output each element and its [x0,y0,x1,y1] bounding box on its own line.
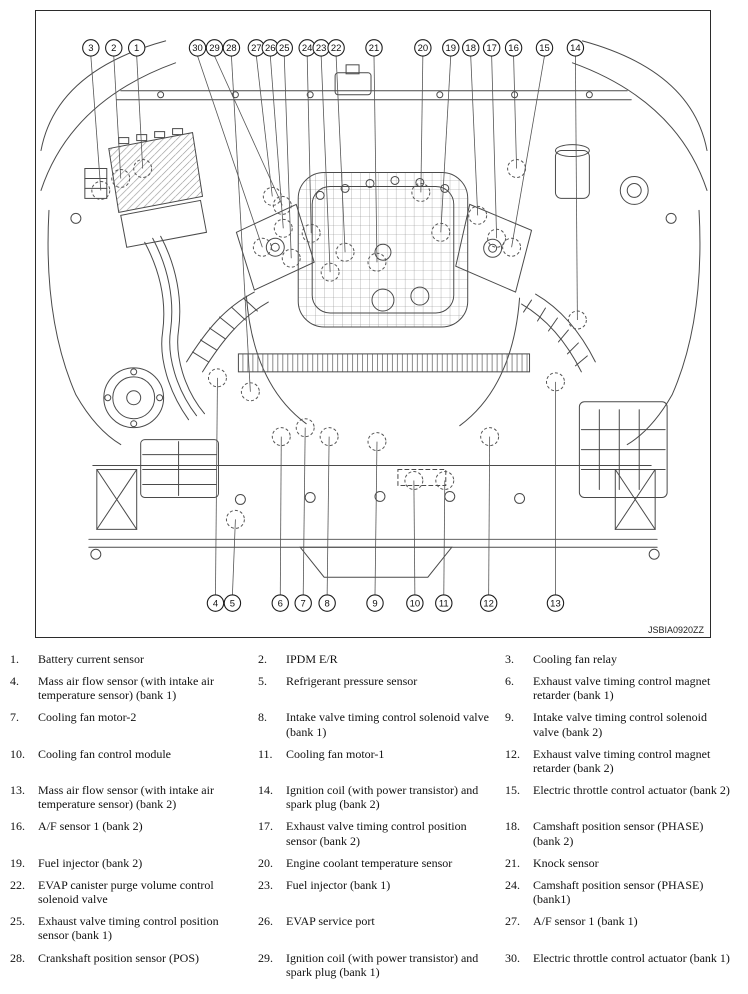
legend-item [505,710,742,738]
callout-9 [367,433,386,612]
legend-item [258,747,505,761]
legend-item [10,819,258,833]
callout-number-17: 17 [486,43,497,55]
legend-item-text: Camshaft position sensor (PHASE) (bank 2) [533,819,704,848]
legend-item-number: 7. [10,710,19,725]
legend-item [258,856,505,870]
callout-number-26: 26 [265,43,276,55]
callout-number-3: 3 [88,43,94,55]
legend-item-text: A/F sensor 1 (bank 1) [533,914,638,929]
legend-item [505,652,742,666]
legend-item-text: Cooling fan motor-2 [38,710,137,725]
legend-item-text: Ignition coil (with power transistor) and spark plug (bank 1) [286,950,479,979]
legend-item [505,819,742,847]
legend-item-number: 9. [505,710,514,725]
legend-item [10,951,258,965]
legend-item-text: Cooling fan relay [533,652,617,666]
legend-item-number: 29. [258,950,273,965]
legend-item-number: 28. [10,950,25,965]
legend-item [258,914,505,928]
engine-line-art [41,41,707,577]
callout-12 [480,428,498,612]
legend-item-number: 25. [10,914,25,929]
legend-item-text: Exhaust valve timing control magnet retarder (bank 2) [533,746,711,775]
legend-item-text: Crankshaft position sensor (POS) [38,950,199,965]
callout-number-10: 10 [409,598,421,610]
legend-item-number: 23. [258,877,273,892]
legend-item-number: 27. [505,914,520,929]
legend-item [505,674,742,702]
legend-item-number: 6. [505,674,514,689]
legend-item-text: Engine coolant temperature sensor [286,855,453,870]
callout-number-16: 16 [508,43,519,55]
legend-item-number: 21. [505,855,520,870]
legend-item [10,710,258,724]
legend-item-text: Intake valve timing control solenoid valve (bank 1) [286,710,489,739]
legend-item-number: 13. [10,783,25,798]
callout-number-30: 30 [192,43,203,55]
callout-6 [272,428,290,612]
legend-item-text: Electric throttle control actuator (bank 1) [533,950,730,965]
legend-item-text: Mass air flow sensor (with intake air temperature sensor) (bank 2) [38,783,214,812]
callout-11 [436,472,454,612]
legend-item-number: 8. [258,710,267,725]
callout-13 [546,373,564,611]
legend-item-text: Exhaust valve timing control position sensor (bank 1) [38,914,219,943]
callout-25 [276,40,300,267]
legend-item [10,914,258,942]
callout-number-12: 12 [483,598,494,610]
legend-item-number: 11. [258,746,273,761]
callout-14 [567,40,586,329]
callout-number-28: 28 [226,43,237,55]
legend-item [258,674,505,688]
legend-item-text: Cooling fan control module [38,746,171,761]
callout-number-22: 22 [330,43,342,55]
callout-7 [295,419,314,612]
legend-item-number: 5. [258,674,267,689]
callout-number-2: 2 [111,43,117,55]
legend-item-number: 19. [10,855,25,870]
callout-number-23: 23 [315,43,327,55]
callout-number-4: 4 [212,598,219,610]
legend-item-text: Fuel injector (bank 1) [286,877,391,892]
legend-item-text: EVAP service port [286,914,375,929]
legend-item-text: IPDM E/R [286,652,338,666]
legend-item [505,914,742,928]
legend-item-number: 14. [258,783,273,798]
callout-15 [503,40,553,257]
callout-number-27: 27 [251,43,262,55]
callout-26 [262,40,292,238]
callout-number-11: 11 [438,598,449,610]
legend-item-number: 10. [10,746,25,761]
callout-28 [223,40,259,401]
legend-item-number: 30. [505,950,520,965]
callout-3 [83,40,110,200]
callout-number-18: 18 [465,43,476,55]
legend-item-number: 18. [505,819,520,834]
callout-16 [505,40,525,178]
legend-item-text: A/F sensor 1 (bank 2) [38,819,143,834]
legend-item-text: Camshaft position sensor (PHASE) (bank1) [533,877,704,907]
callout-number-9: 9 [372,598,378,610]
callout-4 [207,369,226,611]
callout-number-19: 19 [445,43,457,55]
legend-item [258,783,505,811]
legend-item-text: Electric throttle control actuator (bank 2) [533,783,730,798]
legend-item-number: 1. [10,652,19,666]
legend-item [258,710,505,738]
legend-item-number: 16. [10,819,25,834]
legend-item [505,951,742,965]
legend-item-number: 26. [258,914,273,929]
legend-item-text: Intake valve timing control solenoid valve (bank 2) [533,710,707,739]
legend-item [10,674,258,702]
legend-item [10,878,258,906]
callout-number-5: 5 [229,598,236,610]
legend [10,652,742,979]
legend-item-text: Cooling fan motor-1 [286,746,385,761]
legend-item [258,951,505,979]
legend-item-text: Exhaust valve timing control magnet retarder (bank 1) [533,674,711,703]
engine-illustration [36,11,710,637]
legend-item [258,878,505,892]
legend-item [505,783,742,797]
callout-8 [319,428,338,612]
legend-item [10,652,258,666]
legend-item-number: 3. [505,652,514,666]
engine-compartment-diagram [35,10,711,638]
callout-number-29: 29 [209,43,220,55]
callout-number-24: 24 [301,43,313,55]
legend-item-number: 2. [258,652,267,666]
legend-item-number: 4. [10,674,19,689]
legend-item [505,747,742,775]
legend-item-number: 20. [258,855,273,870]
legend-item [258,819,505,847]
legend-item-number: 12. [505,746,520,761]
legend-item [258,652,505,666]
legend-item-text: Knock sensor [533,855,599,870]
callout-number-15: 15 [539,43,550,55]
callout-number-25: 25 [278,43,290,55]
callout-number-20: 20 [417,43,429,55]
legend-item-number: 22. [10,877,25,892]
legend-item-text: Ignition coil (with power transistor) and spark plug (bank 2) [286,783,479,812]
legend-item-number: 17. [258,819,273,834]
callout-number-21: 21 [368,43,380,55]
callout-30 [189,40,271,257]
callout-29 [206,40,291,215]
legend-item [505,856,742,870]
callout-number-6: 6 [277,598,283,610]
legend-item-text: Battery current sensor [38,652,144,666]
callout-number-14: 14 [570,43,581,55]
callout-number-13: 13 [550,598,561,610]
legend-item [505,878,742,906]
legend-item [10,747,258,761]
figure-image-id: JSBIA0920ZZ [647,625,704,635]
legend-item-text: EVAP canister purge volume control solenoid valve [38,877,214,907]
component-locator-26 [274,219,292,237]
callout-number-8: 8 [324,598,330,610]
legend-item [10,783,258,811]
legend-item-text: Mass air flow sensor (with intake air temperature sensor) (bank 1) [38,674,214,703]
legend-item-number: 15. [505,783,520,798]
legend-item-number: 24. [505,877,520,892]
callout-number-1: 1 [134,43,140,55]
callout-number-7: 7 [300,598,306,610]
callout-10 [405,472,423,612]
callout-5 [224,510,244,611]
legend-item-text: Refrigerant pressure sensor [286,674,418,689]
legend-item-text: Exhaust valve timing control position sensor (bank 2) [286,819,467,848]
callout-27 [248,40,281,206]
legend-item [10,856,258,870]
legend-item-text: Fuel injector (bank 2) [38,855,143,870]
